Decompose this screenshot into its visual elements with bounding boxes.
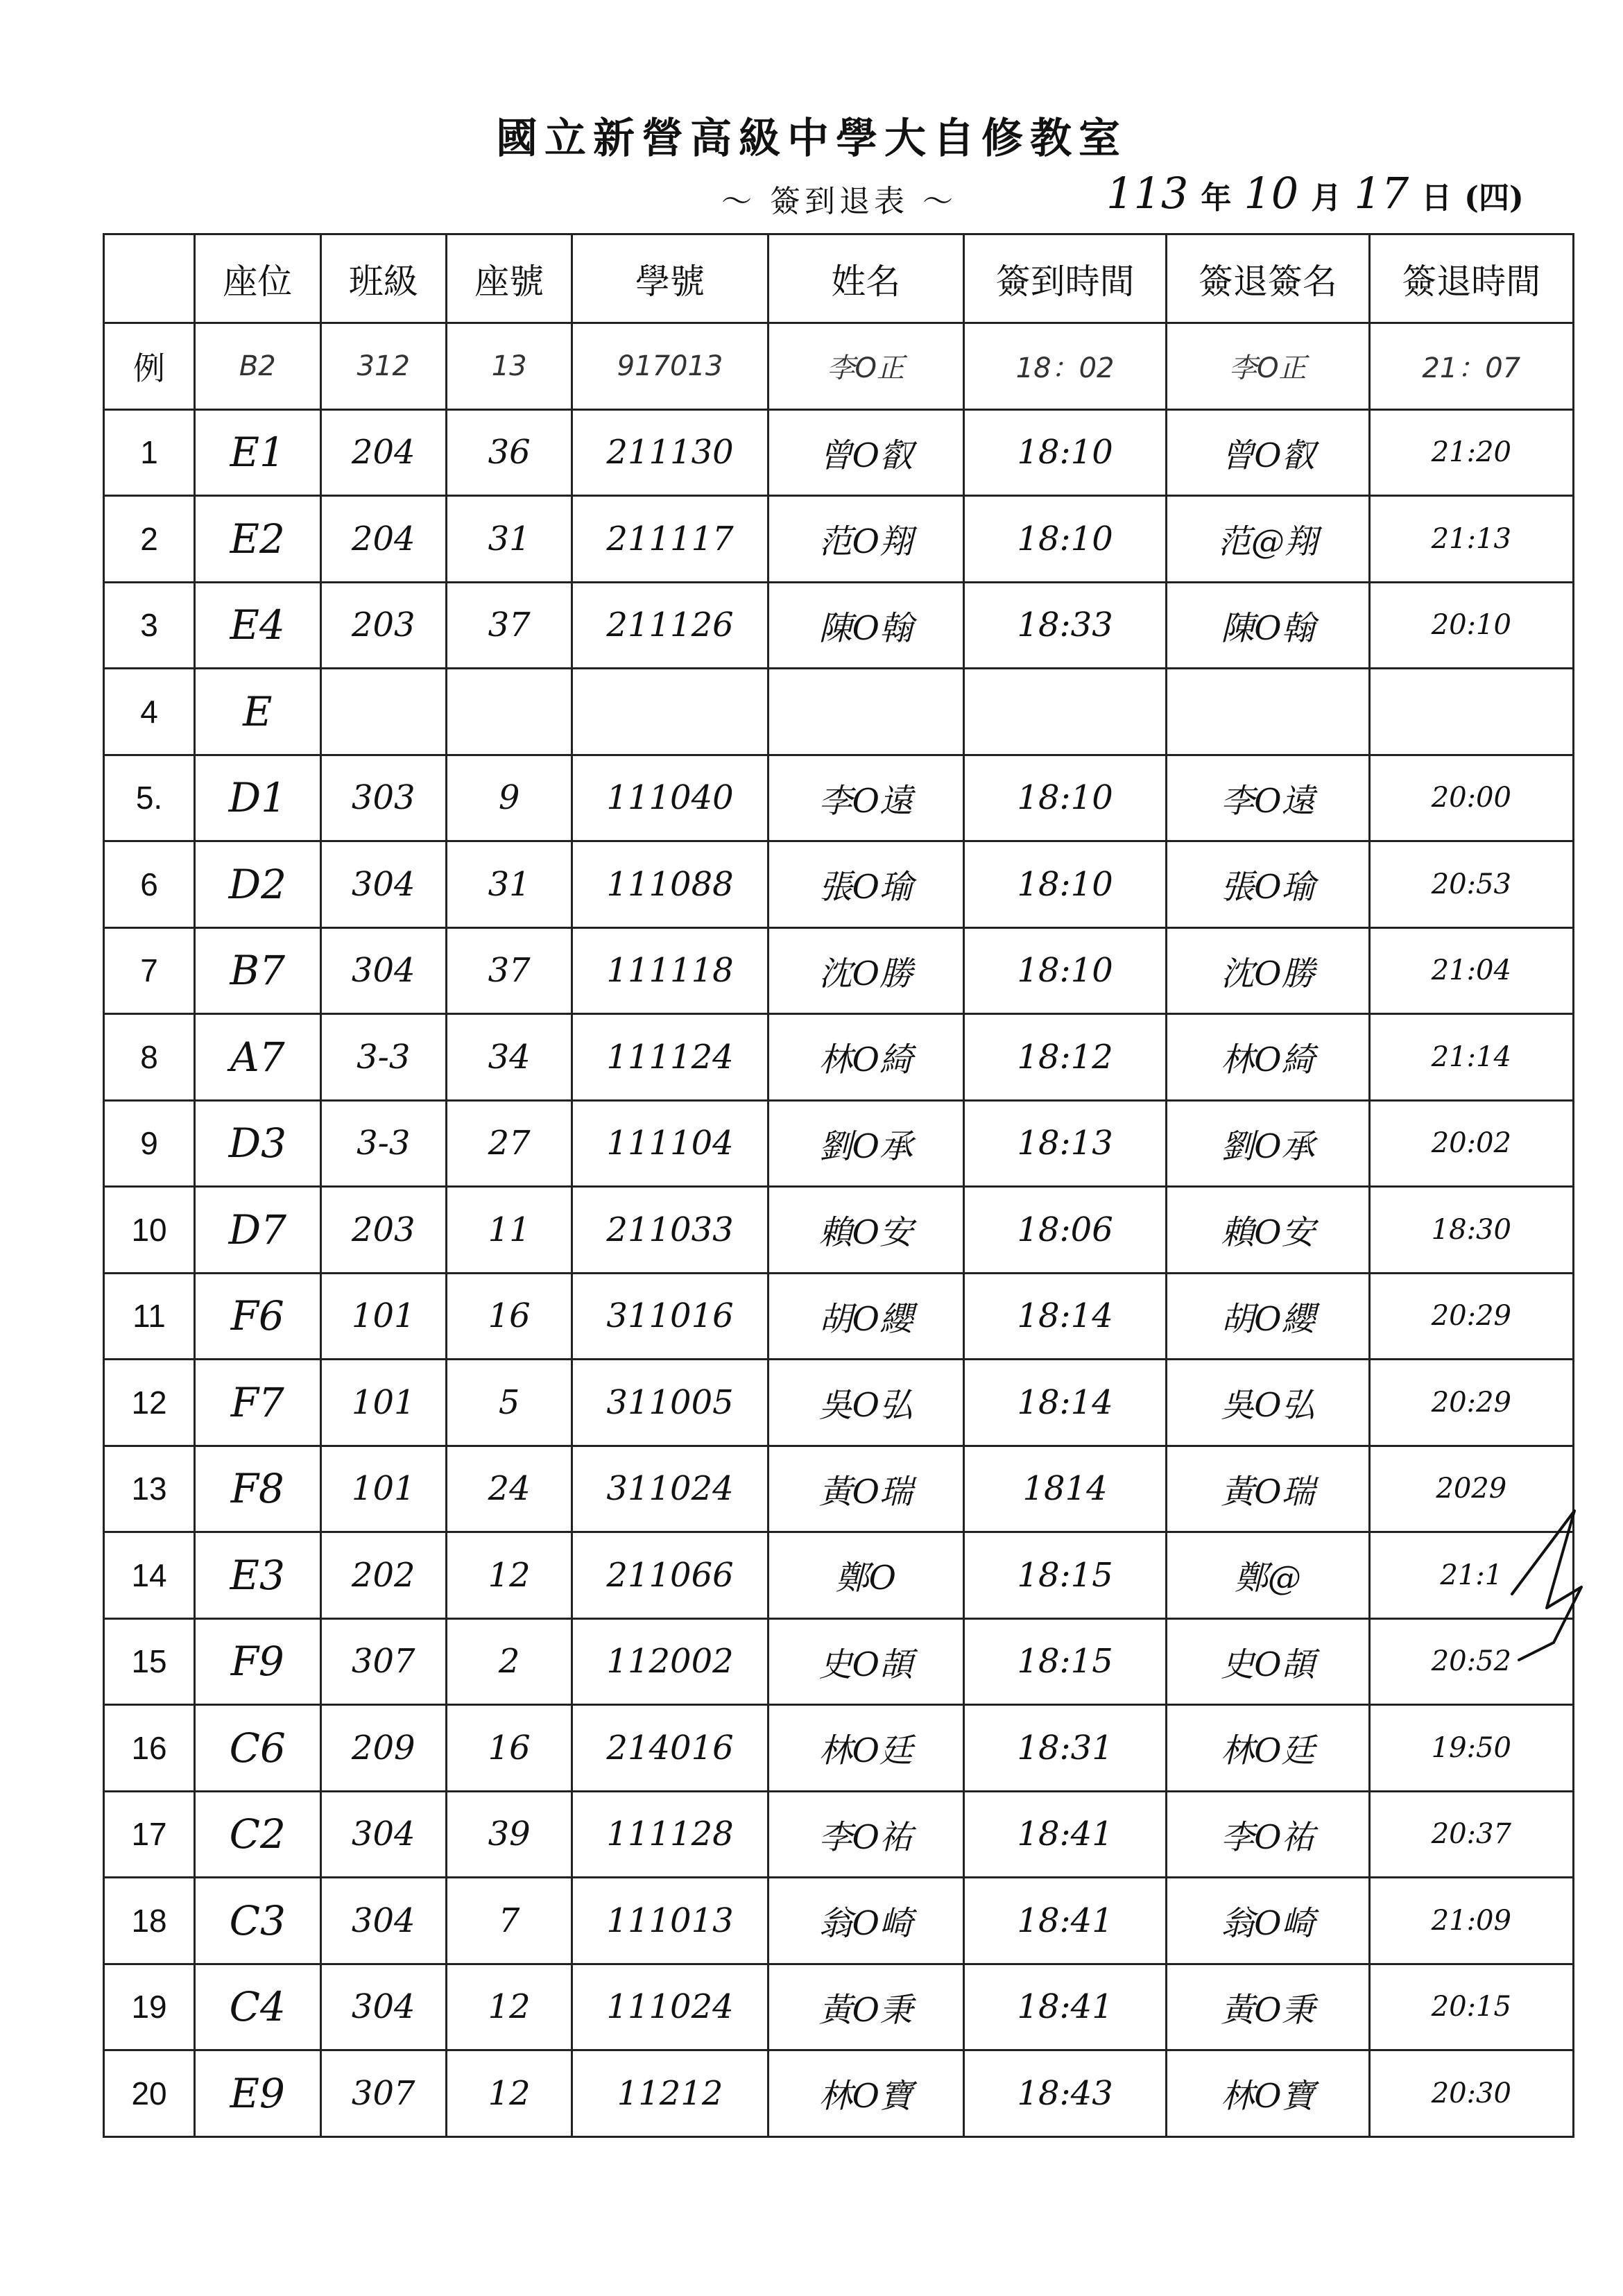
cell-number: 24 [446, 1446, 572, 1532]
sign-in-table [103, 233, 1574, 2138]
row-index: 19 [104, 1964, 195, 2050]
cell-seat: B7 [195, 927, 320, 1014]
cell-sign-out-time: 21:14 [1369, 1014, 1573, 1101]
cell-class: 101 [320, 1273, 446, 1360]
cell-student-id: 112002 [572, 1618, 768, 1705]
cell-seat: E4 [195, 582, 320, 669]
row-index: 12 [104, 1360, 195, 1446]
date-month-unit: 月 [1311, 180, 1342, 216]
cell-class: 204 [320, 409, 446, 496]
cell-class: 307 [320, 1618, 446, 1705]
cell-sign-in-time: 18:13 [963, 1100, 1166, 1187]
table-row [104, 496, 1574, 583]
cell-student-id: 111118 [572, 927, 768, 1014]
cell-class: 101 [320, 1360, 446, 1446]
cell-name: 李O遠 [768, 755, 963, 841]
row-index: 9 [104, 1100, 195, 1187]
cell-student-id: 311024 [572, 1446, 768, 1532]
example-index: 例 [104, 323, 195, 410]
cell-student-id: 111104 [572, 1100, 768, 1187]
table-row [104, 1446, 1574, 1532]
date-month: 10 [1244, 168, 1299, 219]
cell-sign-out-signature: 范@翔 [1167, 496, 1369, 583]
cell-seat: A7 [195, 1014, 320, 1101]
header-row [104, 234, 1574, 323]
table-row [104, 755, 1574, 841]
date-day: 17 [1354, 168, 1409, 219]
table-row [104, 1014, 1574, 1101]
cell-class: 204 [320, 496, 446, 583]
table-row [104, 409, 1574, 496]
cell-seat: F9 [195, 1618, 320, 1705]
cell-name: 劉O承 [768, 1100, 963, 1187]
cell-student-id: 111013 [572, 1878, 768, 1964]
cell-seat: C4 [195, 1964, 320, 2050]
cell-sign-in-time: 18:14 [963, 1273, 1166, 1360]
cell-sign-out-time: 18:30 [1369, 1187, 1573, 1274]
table-row [104, 1187, 1574, 1274]
example-student-id: 917013 [572, 323, 768, 410]
cell-number: 31 [446, 841, 572, 928]
cell-name: 林O寶 [768, 2050, 963, 2137]
cell-student-id: 111088 [572, 841, 768, 928]
cell-sign-out-time [1369, 669, 1573, 755]
cell-number: 12 [446, 2050, 572, 2137]
row-index: 6 [104, 841, 195, 928]
cell-number: 9 [446, 755, 572, 841]
page-title: 國立新營高級中學大自修教室 [496, 114, 1127, 163]
cell-sign-out-signature: 林O寶 [1167, 2050, 1369, 2137]
row-index: 4 [104, 669, 195, 755]
cell-sign-out-signature: 吳O弘 [1167, 1360, 1369, 1446]
date-year-unit: 年 [1201, 180, 1232, 216]
header-number: 座號 [446, 234, 572, 323]
cell-number: 39 [446, 1791, 572, 1878]
cell-sign-out-signature: 林O廷 [1167, 1705, 1369, 1792]
cell-sign-out-time: 21:13 [1369, 496, 1573, 583]
row-index: 13 [104, 1446, 195, 1532]
cell-student-id: 111128 [572, 1791, 768, 1878]
header-class: 班級 [320, 234, 446, 323]
cell-sign-out-signature: 賴O安 [1167, 1187, 1369, 1274]
cell-seat: E9 [195, 2050, 320, 2137]
cell-class [320, 669, 446, 755]
cell-name: 黃O秉 [768, 1964, 963, 2050]
cell-seat: D2 [195, 841, 320, 928]
cell-number: 12 [446, 1964, 572, 2050]
row-index: 17 [104, 1791, 195, 1878]
cell-class: 307 [320, 2050, 446, 2137]
date-year: 113 [1106, 168, 1189, 219]
table-row [104, 1705, 1574, 1792]
cell-seat: F7 [195, 1360, 320, 1446]
cell-student-id: 211033 [572, 1187, 768, 1274]
cell-sign-out-signature: 翁O崎 [1167, 1878, 1369, 1964]
table-row [104, 2050, 1574, 2137]
cell-name: 李O祐 [768, 1791, 963, 1878]
cell-sign-out-time: 20:29 [1369, 1360, 1573, 1446]
cell-name: 胡O纓 [768, 1273, 963, 1360]
cell-number: 5 [446, 1360, 572, 1446]
cell-seat: E1 [195, 409, 320, 496]
cell-sign-in-time: 18:43 [963, 2050, 1166, 2137]
table-row [104, 1360, 1574, 1446]
cell-name: 曾O叡 [768, 409, 963, 496]
cell-sign-out-signature: 沈O勝 [1167, 927, 1369, 1014]
cell-student-id [572, 669, 768, 755]
row-index: 10 [104, 1187, 195, 1274]
cell-sign-out-time: 21:04 [1369, 927, 1573, 1014]
row-index: 11 [104, 1273, 195, 1360]
cell-student-id: 311016 [572, 1273, 768, 1360]
row-index: 7 [104, 927, 195, 1014]
cell-sign-in-time: 18:31 [963, 1705, 1166, 1792]
row-index: 2 [104, 496, 195, 583]
cell-sign-out-time: 21:1 [1369, 1532, 1573, 1619]
cell-student-id: 111024 [572, 1964, 768, 2050]
cell-student-id: 211126 [572, 582, 768, 669]
cell-number: 11 [446, 1187, 572, 1274]
cell-class: 203 [320, 582, 446, 669]
table-row [104, 1532, 1574, 1619]
cell-class: 101 [320, 1446, 446, 1532]
cell-sign-out-time: 20:02 [1369, 1100, 1573, 1187]
row-index: 5. [104, 755, 195, 841]
cell-sign-out-time: 2029 [1369, 1446, 1573, 1532]
example-class: 312 [320, 323, 446, 410]
example-seat: B2 [195, 323, 320, 410]
header-student-id: 學號 [572, 234, 768, 323]
example-sign-out-name: 李O正 [1167, 323, 1369, 410]
cell-sign-in-time: 18:10 [963, 409, 1166, 496]
cell-sign-in-time: 18:14 [963, 1360, 1166, 1446]
cell-number: 16 [446, 1273, 572, 1360]
cell-name: 鄭O [768, 1532, 963, 1619]
cell-name: 林O廷 [768, 1705, 963, 1792]
cell-sign-out-signature: 史O頡 [1167, 1618, 1369, 1705]
example-sign-out: 21：07 [1369, 323, 1573, 410]
cell-seat: E3 [195, 1532, 320, 1619]
cell-sign-in-time: 18:10 [963, 755, 1166, 841]
cell-seat: D3 [195, 1100, 320, 1187]
row-index: 1 [104, 409, 195, 496]
cell-seat: C2 [195, 1791, 320, 1878]
row-index: 15 [104, 1618, 195, 1705]
cell-number: 31 [446, 496, 572, 583]
row-index: 16 [104, 1705, 195, 1792]
cell-seat: E2 [195, 496, 320, 583]
cell-seat: F6 [195, 1273, 320, 1360]
cell-sign-out-signature: 李O祐 [1167, 1791, 1369, 1878]
cell-number: 36 [446, 409, 572, 496]
cell-seat: D7 [195, 1187, 320, 1274]
cell-class: 202 [320, 1532, 446, 1619]
header-sign-in-time: 簽到時間 [963, 234, 1166, 323]
cell-name: 翁O崎 [768, 1878, 963, 1964]
cell-student-id: 111040 [572, 755, 768, 841]
cell-class: 303 [320, 755, 446, 841]
table-row [104, 1878, 1574, 1964]
row-index: 14 [104, 1532, 195, 1619]
cell-sign-in-time [963, 669, 1166, 755]
cell-number: 27 [446, 1100, 572, 1187]
cell-number: 12 [446, 1532, 572, 1619]
cell-student-id: 311005 [572, 1360, 768, 1446]
example-number: 13 [446, 323, 572, 410]
cell-student-id: 211130 [572, 409, 768, 496]
table-row [104, 1964, 1574, 2050]
cell-sign-in-time: 18:41 [963, 1791, 1166, 1878]
cell-sign-in-time: 18:33 [963, 582, 1166, 669]
table-row [104, 582, 1574, 669]
cell-sign-out-time: 20:29 [1369, 1273, 1573, 1360]
cell-number: 7 [446, 1878, 572, 1964]
cell-seat: F8 [195, 1446, 320, 1532]
cell-name: 史O頡 [768, 1618, 963, 1705]
row-index: 8 [104, 1014, 195, 1101]
cell-sign-out-signature: 黃O秉 [1167, 1964, 1369, 2050]
table-row [104, 669, 1574, 755]
cell-seat: E [195, 669, 320, 755]
cell-name: 吳O弘 [768, 1360, 963, 1446]
cell-sign-in-time: 18:06 [963, 1187, 1166, 1274]
cell-sign-out-time: 20:53 [1369, 841, 1573, 928]
header-sign-out-signature: 簽退簽名 [1167, 234, 1369, 323]
cell-class: 3-3 [320, 1100, 446, 1187]
cell-class: 304 [320, 1878, 446, 1964]
cell-sign-in-time: 18:10 [963, 496, 1166, 583]
cell-sign-out-time: 20:37 [1369, 1791, 1573, 1878]
cell-number [446, 669, 572, 755]
date-weekday: (四) [1464, 180, 1524, 216]
cell-sign-out-time: 20:00 [1369, 755, 1573, 841]
cell-name: 黃O瑞 [768, 1446, 963, 1532]
cell-name: 陳O翰 [768, 582, 963, 669]
date-day-unit: 日 [1421, 180, 1452, 216]
cell-seat: D1 [195, 755, 320, 841]
cell-sign-out-time: 21:20 [1369, 409, 1573, 496]
cell-number: 34 [446, 1014, 572, 1101]
cell-name: 沈O勝 [768, 927, 963, 1014]
cell-name: 范O翔 [768, 496, 963, 583]
table-row [104, 1273, 1574, 1360]
cell-student-id: 211066 [572, 1532, 768, 1619]
page-subtitle: ～ 簽到退表 ～ [721, 184, 957, 219]
cell-class: 304 [320, 841, 446, 928]
cell-sign-in-time: 18:10 [963, 841, 1166, 928]
cell-sign-out-signature: 李O遠 [1167, 755, 1369, 841]
cell-class: 304 [320, 1964, 446, 2050]
table-row [104, 1791, 1574, 1878]
cell-name [768, 669, 963, 755]
cell-student-id: 211117 [572, 496, 768, 583]
cell-sign-out-signature: 張O瑜 [1167, 841, 1369, 928]
sheet-date [1106, 168, 1524, 219]
cell-number: 2 [446, 1618, 572, 1705]
cell-sign-in-time: 18:41 [963, 1964, 1166, 2050]
example-row [104, 323, 1574, 410]
cell-sign-in-time: 1814 [963, 1446, 1166, 1532]
cell-sign-out-signature: 胡O纓 [1167, 1273, 1369, 1360]
row-index: 3 [104, 582, 195, 669]
cell-student-id: 11212 [572, 2050, 768, 2137]
table-row [104, 1100, 1574, 1187]
cell-number: 16 [446, 1705, 572, 1792]
cell-sign-out-signature: 陳O翰 [1167, 582, 1369, 669]
cell-class: 203 [320, 1187, 446, 1274]
cell-sign-out-time: 20:10 [1369, 582, 1573, 669]
cell-class: 209 [320, 1705, 446, 1792]
cell-sign-in-time: 18:12 [963, 1014, 1166, 1101]
cell-sign-in-time: 18:15 [963, 1532, 1166, 1619]
table-row [104, 927, 1574, 1014]
cell-sign-out-time: 20:30 [1369, 2050, 1573, 2137]
cell-class: 304 [320, 1791, 446, 1878]
header-name: 姓名 [768, 234, 963, 323]
cell-student-id: 111124 [572, 1014, 768, 1101]
cell-sign-out-signature: 鄭@ [1167, 1532, 1369, 1619]
cell-number: 37 [446, 582, 572, 669]
cell-sign-out-time: 21:09 [1369, 1878, 1573, 1964]
cell-student-id: 214016 [572, 1705, 768, 1792]
cell-seat: C3 [195, 1878, 320, 1964]
header-index [104, 234, 195, 323]
cell-sign-out-signature: 劉O承 [1167, 1100, 1369, 1187]
cell-sign-out-time: 19:50 [1369, 1705, 1573, 1792]
cell-sign-out-time: 20:15 [1369, 1964, 1573, 2050]
cell-sign-out-signature: 黃O瑞 [1167, 1446, 1369, 1532]
example-name: 李O正 [768, 323, 963, 410]
signature-scribble [1505, 1504, 1588, 1663]
table-row [104, 1618, 1574, 1705]
cell-sign-out-signature: 曾O叡 [1167, 409, 1369, 496]
cell-sign-in-time: 18:15 [963, 1618, 1166, 1705]
example-sign-in: 18：02 [963, 323, 1166, 410]
cell-sign-in-time: 18:41 [963, 1878, 1166, 1964]
header-seat: 座位 [195, 234, 320, 323]
cell-class: 3-3 [320, 1014, 446, 1101]
row-index: 18 [104, 1878, 195, 1964]
table-row [104, 841, 1574, 928]
cell-name: 張O瑜 [768, 841, 963, 928]
cell-seat: C6 [195, 1705, 320, 1792]
cell-class: 304 [320, 927, 446, 1014]
row-index: 20 [104, 2050, 195, 2137]
cell-name: 林O綺 [768, 1014, 963, 1101]
cell-sign-out-signature [1167, 669, 1369, 755]
cell-number: 37 [446, 927, 572, 1014]
cell-sign-out-signature: 林O綺 [1167, 1014, 1369, 1101]
header-sign-out-time: 簽退時間 [1369, 234, 1573, 323]
cell-name: 賴O安 [768, 1187, 963, 1274]
cell-sign-out-time: 20:52 [1369, 1618, 1573, 1705]
cell-sign-in-time: 18:10 [963, 927, 1166, 1014]
